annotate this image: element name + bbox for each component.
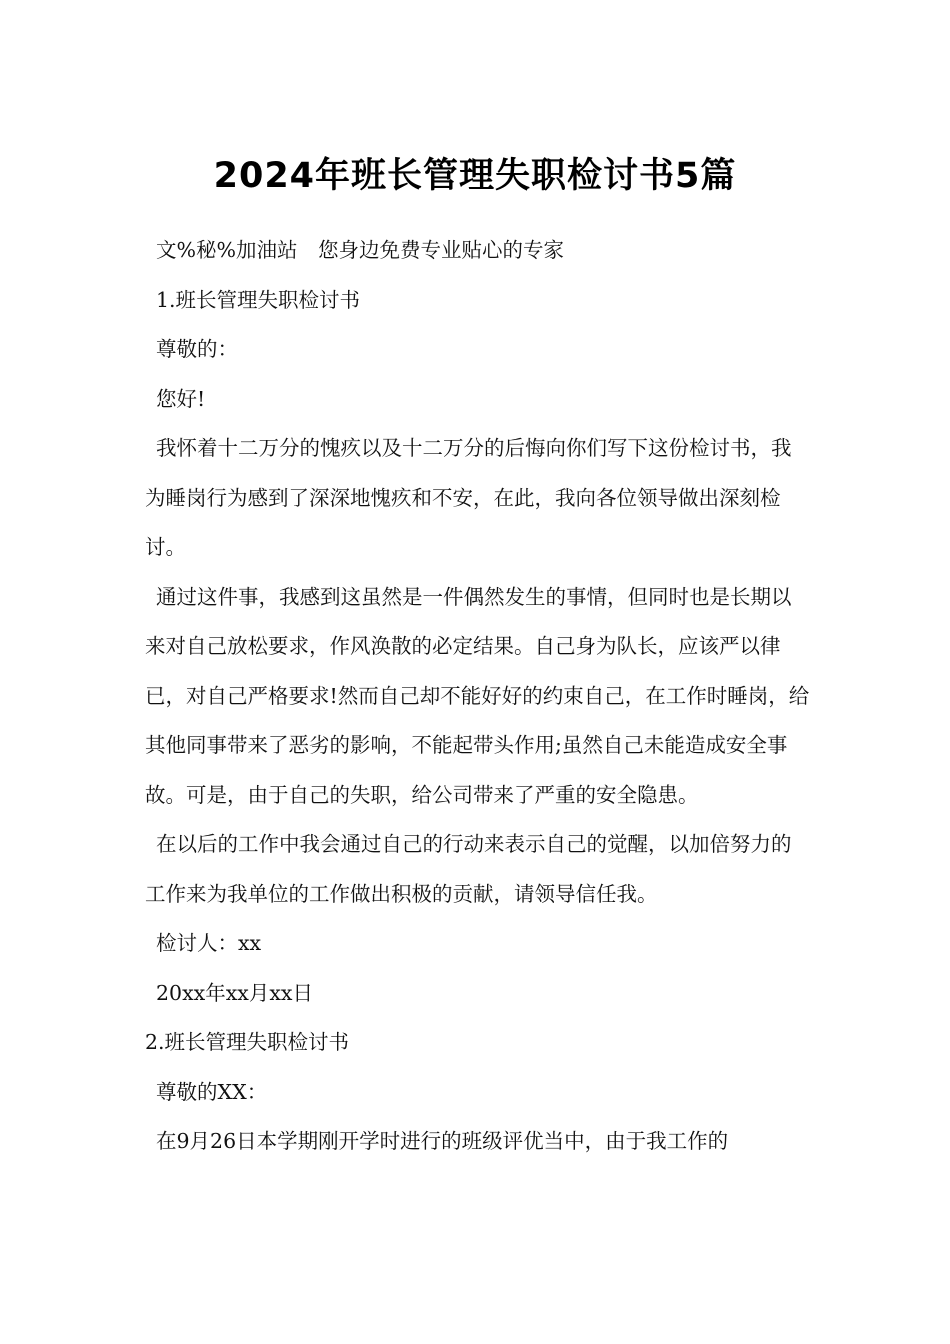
document-body	[145, 226, 810, 1167]
date-line: 20xx年xx月xx日	[156, 980, 313, 1005]
header-line: 文%秘%加油站 您身边免费专业贴心的专家	[156, 238, 564, 262]
salutation: 尊敬的XX：	[156, 1079, 268, 1104]
paragraph: 通过这件事，我感到这虽然是一件偶然发生的事情，但同时也是长期以来对自己放松要求，作风涣散的必定结果。自己身为队长，应该严以律已，对自己严格要求!然而自己却不能好好的约束自己，在工作时睡岗，给其他同事带来了恶劣的影响，不能起带头作用;虽然自己未能造成安全事故。可是，由于自己的失职，给公司带来了严重的安全隐患。	[145, 584, 810, 807]
paragraph: 在以后的工作中我会通过自己的行动来表示自己的觉醒，以加倍努力的工作来为我单位的工作做出积极的贡献，请领导信任我。	[145, 832, 792, 906]
section-heading-1: 1.班长管理失职检讨书	[156, 287, 361, 312]
section-heading-2: 2.班长管理失职检讨书	[145, 1030, 350, 1054]
salutation: 尊敬的：	[156, 337, 238, 361]
paragraph: 在9月26日本学期刚开学时进行的班级评优当中，由于我工作的	[156, 1129, 729, 1153]
paragraph: 我怀着十二万分的愧疚以及十二万分的后悔向你们写下这份检讨书，我为睡岗行为感到了深深地愧疚和不安，在此，我向各位领导做出深刻检讨。	[145, 436, 792, 559]
greeting: 您好!	[156, 386, 206, 411]
signature-line: 检讨人：xx	[156, 931, 262, 955]
document-title: 2024年班长管理失职检讨书5篇	[213, 156, 737, 197]
